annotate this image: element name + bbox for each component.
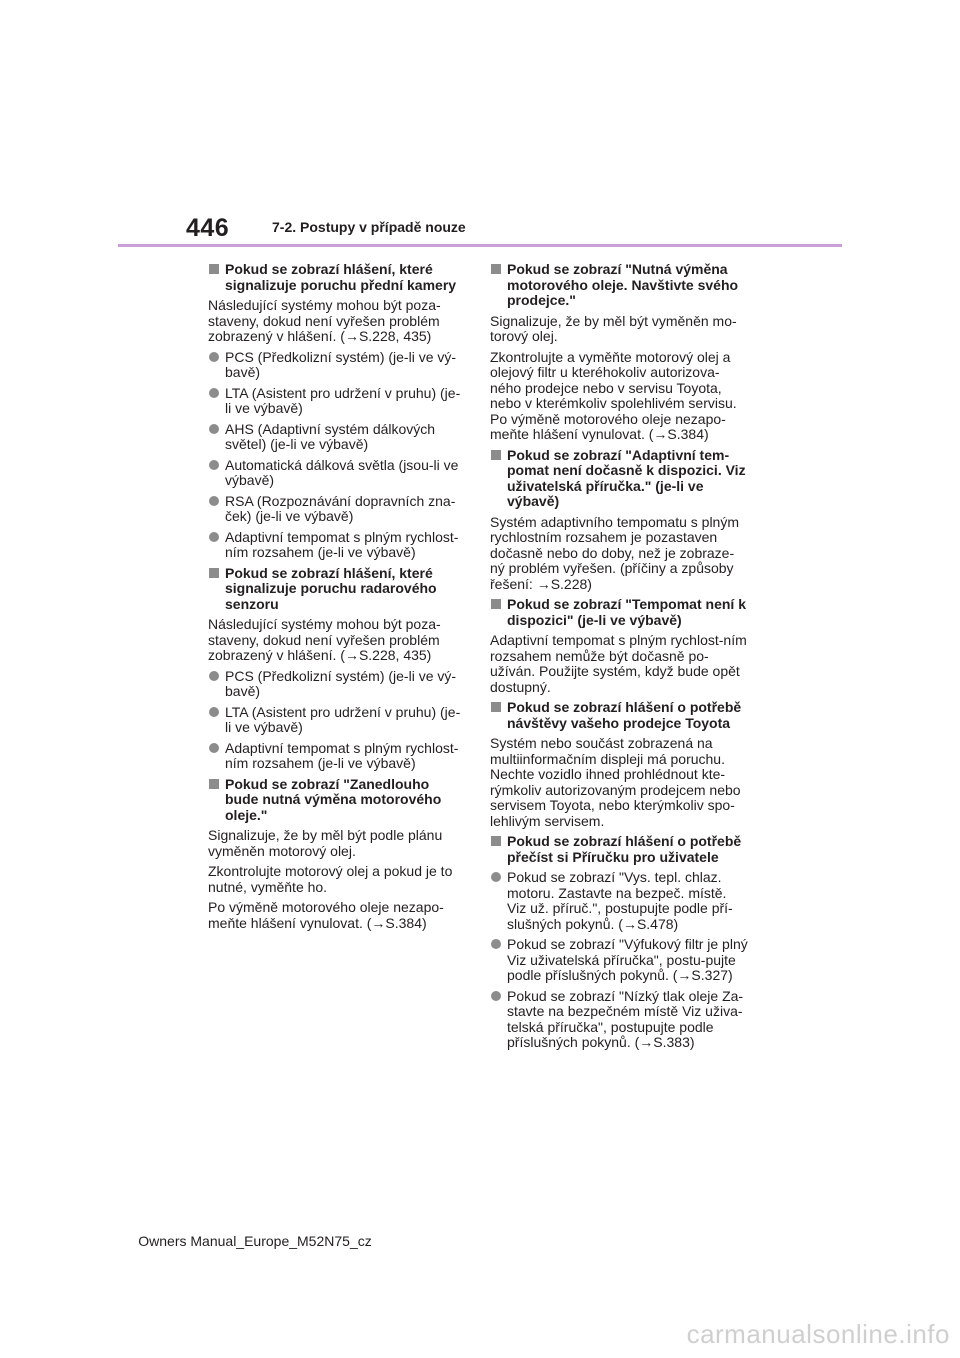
circle-bullet-icon <box>209 532 219 542</box>
square-bullet-icon <box>209 264 219 274</box>
list-item <box>208 386 466 417</box>
heading-text: Pokud se zobrazí "Zanedlouho bude nutná výměna motorového oleje." <box>225 775 442 823</box>
para-text: Zkontrolujte a vyměňte motorový olej a olejový filtr u kteréhokoliv autorizova-ného prodejce nebo v servisu Toyota, nebo v kterémkoliv spolehlivém servisu. Po výměně motorového oleje nezapo-meňte hlášení vynulovat. (→S.384) <box>490 348 737 442</box>
section-heading <box>490 700 748 731</box>
square-bullet-icon <box>491 450 501 460</box>
heading-text: Pokud se zobrazí hlášení, které signalizuje poruchu přední kamery <box>225 261 457 293</box>
watermark: carmanualsonline.info <box>686 1319 950 1349</box>
circle-bullet-icon <box>209 707 219 717</box>
circle-bullet-icon <box>491 991 501 1001</box>
square-bullet-icon <box>209 568 219 578</box>
bullet-text: Automatická dálková světla (jsou-li ve výbavě) <box>225 456 459 488</box>
section-heading <box>490 448 748 510</box>
paragraph <box>208 828 466 859</box>
square-bullet-icon <box>209 779 219 789</box>
section-heading <box>208 566 466 613</box>
bullet-text: Adaptivní tempomat s plným rychlost-ním rozsahem (je-li ve výbavě) <box>225 739 459 771</box>
para-text: Následující systémy mohou být poza-staveny, dokud není vyřešen problém zobrazený v hlášení. (→S.228, 435) <box>208 297 441 344</box>
section-heading <box>208 262 466 293</box>
para-text: Po výměně motorového oleje nezapo-meňte hlášení vynulovat. (→S.384) <box>208 899 444 931</box>
para-text: Následující systémy mohou být poza-staveny, dokud není vyřešen problém zobrazený v hlášení. (→S.228, 435) <box>208 616 441 663</box>
circle-bullet-icon <box>209 352 219 362</box>
square-bullet-icon <box>491 702 501 712</box>
list-item <box>490 870 748 932</box>
bullet-text: LTA (Asistent pro udržení v pruhu) (je-li ve výbavě) <box>225 384 461 416</box>
paragraph <box>490 314 748 345</box>
circle-bullet-icon <box>491 939 501 949</box>
list-item <box>208 530 466 561</box>
footer-text: Owners Manual_Europe_M52N75_cz <box>138 1233 372 1249</box>
paragraph <box>490 515 748 593</box>
left-column <box>208 262 466 936</box>
circle-bullet-icon <box>209 743 219 753</box>
list-item <box>208 458 466 489</box>
heading-text: Pokud se zobrazí hlášení o potřebě návštěvy vašeho prodejce Toyota <box>507 699 742 731</box>
paragraph <box>208 617 466 664</box>
bullet-text: LTA (Asistent pro udržení v pruhu) (je-li ve výbavě) <box>225 703 461 735</box>
list-item <box>490 989 748 1051</box>
circle-bullet-icon <box>209 496 219 506</box>
circle-bullet-icon <box>209 424 219 434</box>
para-text: Systém adaptivního tempomatu s plným rychlostním rozsahem je pozastaven dočasně nebo do doby, než je zobraze-ný problém vyřešen. (příčiny a způsoby řešení: →S.228) <box>490 513 740 592</box>
chapter-title: 7-2. Postupy v případě nouze <box>272 219 466 235</box>
square-bullet-icon <box>491 264 501 274</box>
bullet-text: Pokud se zobrazí "Vys. tepl. chlaz. motoru. Zastavte na bezpeč. místě. Viz už. příruč.", postupujte podle pří-slušných pokynů. (→S.478) <box>507 869 733 932</box>
page-number: 446 <box>186 214 230 242</box>
square-bullet-icon <box>491 836 501 846</box>
bullet-text: Pokud se zobrazí "Výfukový filtr je plný Viz uživatelská příručka", postu-pujte podle příslušných pokynů. (→S.327) <box>507 936 748 983</box>
paragraph <box>208 864 466 895</box>
paragraph <box>490 350 748 443</box>
bullet-text: RSA (Rozpoznávání dopravních zna-ček) (je-li ve výbavě) <box>225 492 456 524</box>
bullet-text: Adaptivní tempomat s plným rychlost-ním rozsahem (je-li ve výbavě) <box>225 528 459 560</box>
para-text: Adaptivní tempomat s plným rychlost-ním rozsahem nemůže být dočasně po-užíván. Použijte systém, když bude opět dostupný. <box>490 632 747 695</box>
square-bullet-icon <box>491 599 501 609</box>
list-item <box>208 494 466 525</box>
heading-text: Pokud se zobrazí "Tempomat není k dispozici" (je-li ve výbavě) <box>507 596 746 628</box>
para-text: Zkontrolujte motorový olej a pokud je to nutné, vyměňte ho. <box>208 863 453 895</box>
circle-bullet-icon <box>491 872 501 882</box>
section-heading <box>490 262 748 309</box>
bullet-text: Pokud se zobrazí "Nízký tlak oleje Za-stavte na bezpečném místě Viz uživa-telská příručka", postupujte podle příslušných pokynů. (→S.383) <box>507 987 744 1050</box>
heading-text: Pokud se zobrazí hlášení, které signalizuje poruchu radarového senzoru <box>225 564 437 612</box>
header-rule <box>118 244 842 247</box>
list-item <box>208 741 466 772</box>
bullet-text: PCS (Předkolizní systém) (je-li ve vý-bavě) <box>225 667 457 699</box>
list-item <box>208 669 466 700</box>
circle-bullet-icon <box>209 388 219 398</box>
circle-bullet-icon <box>209 671 219 681</box>
section-heading <box>208 777 466 824</box>
section-heading <box>490 597 748 628</box>
section-heading <box>490 834 748 865</box>
heading-text: Pokud se zobrazí "Nutná výměna motorového oleje. Navštivte svého prodejce." <box>507 261 739 308</box>
paragraph <box>490 633 748 695</box>
paragraph <box>208 298 466 345</box>
bullet-text: AHS (Adaptivní systém dálkových světel) (je-li ve výbavě) <box>225 420 436 452</box>
right-column <box>490 262 748 1056</box>
heading-text: Pokud se zobrazí hlášení o potřebě přečíst si Příručku pro uživatele <box>507 833 742 865</box>
para-text: Signalizuje, že by měl být vyměněn mo-torový olej. <box>490 312 737 344</box>
bullet-text: PCS (Předkolizní systém) (je-li ve vý-bavě) <box>225 348 457 380</box>
para-text: Systém nebo součást zobrazená na multiinformačním displeji má poruchu. Nechte vozidlo ihned prohlédnout kte-rýmkoliv autorizovaným prodejcem nebo servisem Toyota, nebo kterýmkoliv spo-lehlivým servisem. <box>490 735 741 829</box>
heading-text: Pokud se zobrazí "Adaptivní tem-pomat není dočasně k dispozici. Viz uživatelská příručka." (je-li ve výbavě) <box>507 446 746 509</box>
list-item <box>208 705 466 736</box>
para-text: Signalizuje, že by měl být podle plánu vyměněn motorový olej. <box>208 827 443 859</box>
circle-bullet-icon <box>209 460 219 470</box>
paragraph <box>490 736 748 829</box>
paragraph <box>208 900 466 931</box>
list-item <box>490 937 748 984</box>
list-item <box>208 350 466 381</box>
list-item <box>208 422 466 453</box>
